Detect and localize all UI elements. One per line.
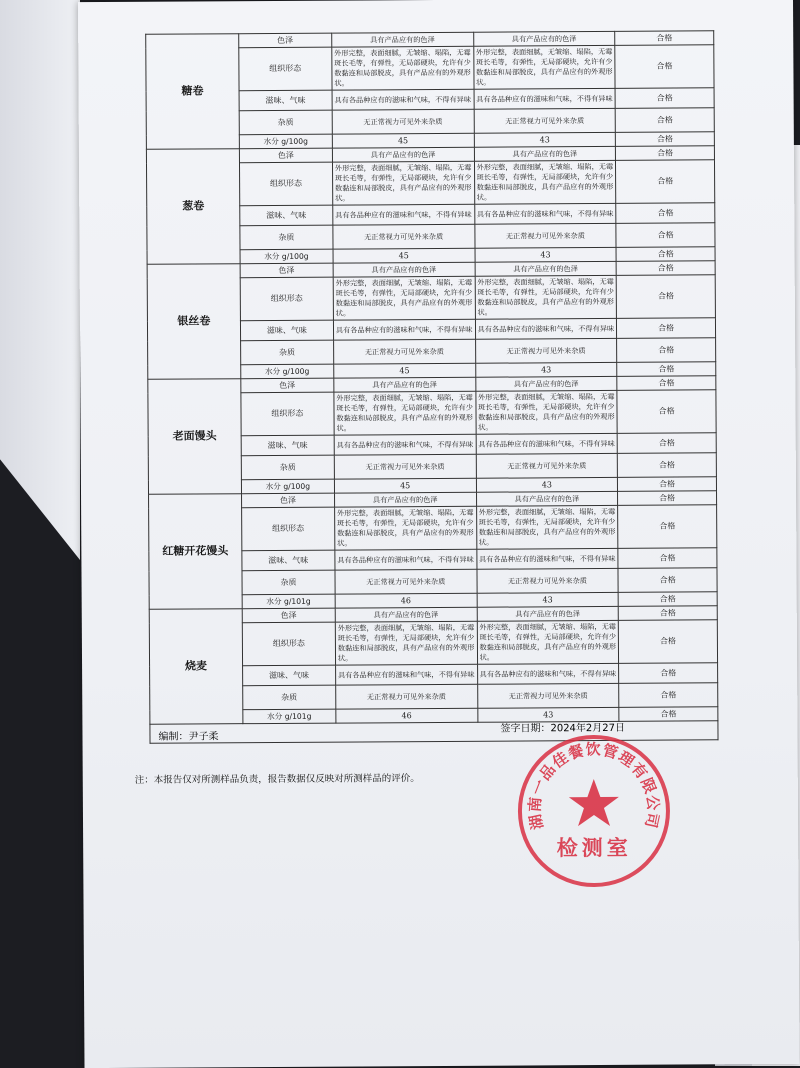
judgment-cell: 合格: [618, 548, 717, 569]
product-name: 糖卷: [146, 34, 240, 150]
result-cell: 外形完整，表面细腻，无皱缩、塌陷，无霉斑长毛等，有弹性，无局部硬块，允许有少数黏连和局部脱皮，具有产品应有的外观形状。: [477, 620, 619, 664]
result-cell: 外形完整，表面细腻，无皱缩、塌陷，无霉斑长毛等，有弹性，无局部硬块，允许有少数黏连和局部脱皮，具有产品应有的外观形状。: [475, 275, 617, 319]
result-cell: 43: [476, 477, 618, 492]
standard-cell: 45: [332, 133, 474, 148]
result-cell: 具有产品应有的色泽: [475, 261, 617, 276]
result-cell: 具有各品种应有的滋味和气味，不得有异味: [475, 318, 617, 339]
judgment-cell: 合格: [615, 88, 714, 109]
background-sheet-left: [0, 0, 80, 560]
standard-cell: 无正常视力可见外来杂质: [336, 684, 478, 709]
product-name: 葱卷: [146, 149, 240, 265]
item-cell: 杂质: [243, 685, 336, 710]
judgment-cell: 合格: [617, 390, 716, 434]
standard-cell: 具有产品应有的色泽: [333, 262, 475, 277]
standard-cell: 具有各品种应有的滋味和气味，不得有异味: [333, 319, 475, 340]
result-cell: 具有各品种应有的滋味和气味，不得有异味: [476, 433, 618, 454]
judgment-cell: 合格: [618, 568, 717, 593]
item-cell: 组织形态: [241, 392, 334, 436]
judgment-cell: 合格: [618, 453, 717, 478]
product-name: 老面馒头: [148, 379, 242, 495]
standard-cell: 具有产品应有的色泽: [334, 492, 476, 507]
judgment-cell: 合格: [619, 663, 718, 684]
item-cell: 组织形态: [242, 507, 335, 551]
judgment-cell: 合格: [618, 505, 717, 549]
result-cell: 具有各品种应有的滋味和气味，不得有异味: [474, 203, 616, 224]
standard-cell: 45: [334, 478, 476, 493]
judgment-cell: 合格: [618, 491, 717, 506]
standard-cell: 外形完整，表面细腻，无皱缩、塌陷，无霉斑长毛等，有弹性，无局部硬块，允许有少数黏连和局部脱皮，具有产品应有的外观形状。: [332, 161, 474, 205]
judgment-cell: 合格: [619, 707, 718, 722]
standard-cell: 具有产品应有的色泽: [332, 147, 474, 162]
editor-label: 编制：尹子柔: [158, 731, 219, 743]
result-cell: 无正常视力可见外来杂质: [474, 223, 616, 248]
svg-text:湖南一品佳餐饮管理有限公司: 湖南一品佳餐饮管理有限公司: [525, 740, 663, 832]
result-cell: 外形完整，表面细腻，无皱缩、塌陷，无霉斑长毛等，有弹性，无局部硬块，允许有少数黏连和局部脱皮，具有产品应有的外观形状。: [476, 505, 618, 549]
standard-cell: 具有产品应有的色泽: [332, 32, 474, 47]
judgment-cell: 合格: [616, 160, 715, 204]
item-cell: 滋味、气味: [240, 320, 333, 341]
judgment-cell: 合格: [617, 362, 716, 377]
result-cell: 具有产品应有的色泽: [474, 146, 616, 161]
result-cell: 具有各品种应有的滋味和气味，不得有异味: [477, 663, 619, 684]
judgment-cell: 合格: [619, 683, 718, 708]
result-cell: 具有产品应有的色泽: [477, 606, 619, 621]
item-cell: 水分 g/100g: [240, 249, 333, 264]
product-name: 红糖开花馒头: [149, 494, 243, 610]
item-cell: 色泽: [239, 33, 332, 48]
item-cell: 组织形态: [240, 277, 333, 321]
standard-cell: 无正常视力可见外来杂质: [335, 569, 477, 594]
standard-cell: 外形完整，表面细腻，无皱缩、塌陷，无霉斑长毛等，有弹性，无局部硬块，允许有少数黏连和局部脱皮，具有产品应有的外观形状。: [334, 391, 476, 435]
standard-cell: 具有各品种应有的滋味和气味，不得有异味: [332, 89, 474, 110]
result-cell: 无正常视力可见外来杂质: [474, 108, 616, 133]
judgment-cell: 合格: [617, 338, 716, 363]
item-cell: 杂质: [240, 225, 333, 250]
standard-cell: 46: [335, 593, 477, 608]
result-cell: 43: [477, 707, 619, 722]
item-cell: 杂质: [239, 110, 332, 135]
item-cell: 杂质: [241, 455, 334, 480]
judgment-cell: 合格: [615, 45, 714, 89]
standard-cell: 具有各品种应有的滋味和气味，不得有异味: [334, 434, 476, 455]
judgment-cell: 合格: [615, 31, 714, 46]
report-page: [78, 0, 799, 1068]
item-cell: 滋味、气味: [242, 550, 335, 571]
result-cell: 具有产品应有的色泽: [475, 376, 617, 391]
result-cell: 具有各品种应有的滋味和气味，不得有异味: [474, 88, 616, 109]
standard-cell: 46: [336, 708, 478, 723]
result-cell: 具有产品应有的色泽: [473, 31, 615, 46]
standard-cell: 无正常视力可见外来杂质: [333, 224, 475, 249]
standard-cell: 45: [333, 248, 475, 263]
standard-cell: 外形完整，表面细腻，无皱缩、塌陷，无霉斑长毛等，有弹性，无局部硬块，允许有少数黏连和局部脱皮，具有产品应有的外观形状。: [334, 506, 476, 550]
item-cell: 组织形态: [242, 622, 335, 666]
judgment-cell: 合格: [615, 108, 714, 133]
item-cell: 滋味、气味: [242, 665, 335, 686]
inspection-table: [145, 30, 718, 724]
judgment-cell: 合格: [618, 477, 717, 492]
standard-cell: 具有产品应有的色泽: [334, 377, 476, 392]
standard-cell: 外形完整，表面细腻，无皱缩、塌陷，无霉斑长毛等，有弹性，无局部硬块，允许有少数黏连和局部脱皮，具有产品应有的外观形状。: [333, 276, 475, 320]
standard-cell: 具有各品种应有的滋味和气味，不得有异味: [335, 664, 477, 685]
item-cell: 组织形态: [239, 47, 332, 91]
result-cell: 具有各品种应有的滋味和气味，不得有异味: [476, 548, 618, 569]
standard-cell: 无正常视力可见外来杂质: [333, 339, 475, 364]
result-cell: 43: [474, 132, 616, 147]
standard-cell: 具有各品种应有的滋味和气味，不得有异味: [333, 204, 475, 225]
star-icon: [569, 779, 619, 826]
standard-cell: 无正常视力可见外来杂质: [332, 109, 474, 134]
item-cell: 色泽: [241, 378, 334, 393]
judgment-cell: 合格: [619, 620, 718, 664]
judgment-cell: 合格: [616, 146, 715, 161]
judgment-cell: 合格: [616, 132, 715, 147]
item-cell: 色泽: [241, 493, 334, 508]
standard-cell: 具有产品应有的色泽: [335, 607, 477, 622]
standard-cell: 外形完整，表面细腻，无皱缩、塌陷，无霉斑长毛等，有弹性，无局部硬块，允许有少数黏连和局部脱皮，具有产品应有的外观形状。: [332, 46, 474, 90]
result-cell: 外形完整，表面细腻，无皱缩、塌陷，无霉斑长毛等，有弹性，无局部硬块，允许有少数黏连和局部脱皮，具有产品应有的外观形状。: [475, 390, 617, 434]
sign-date-label: 签字日期：2024年2月27日: [500, 722, 626, 735]
item-cell: 滋味、气味: [241, 435, 334, 456]
result-cell: 无正常视力可见外来杂质: [476, 453, 618, 478]
result-cell: 43: [477, 592, 619, 607]
judgment-cell: 合格: [617, 376, 716, 391]
result-cell: 43: [475, 247, 617, 262]
svg-text:检测室: 检测室: [556, 835, 632, 861]
item-cell: 水分 g/100g: [241, 364, 334, 379]
item-cell: 水分 g/101g: [242, 594, 335, 609]
item-cell: 组织形态: [239, 162, 332, 206]
result-cell: 外形完整，表面细腻，无皱缩、塌陷，无霉斑长毛等，有弹性，无局部硬块，允许有少数黏连和局部脱皮，具有产品应有的外观形状。: [474, 160, 616, 204]
item-cell: 杂质: [240, 340, 333, 365]
result-cell: 无正常视力可见外来杂质: [477, 683, 619, 708]
item-cell: 色泽: [242, 608, 335, 623]
report-note: 注：本报告仅对所测样品负责，报告数据仅反映对所测样品的评价。: [134, 773, 420, 786]
result-cell: 外形完整，表面细腻，无皱缩、塌陷，无霉斑长毛等，有弹性，无局部硬块，允许有少数黏连和局部脱皮，具有产品应有的外观形状。: [473, 45, 615, 89]
judgment-cell: 合格: [618, 592, 717, 607]
item-cell: 水分 g/100g: [241, 479, 334, 494]
judgment-cell: 合格: [617, 433, 716, 454]
judgment-cell: 合格: [616, 247, 715, 262]
result-cell: 无正常视力可见外来杂质: [477, 568, 619, 593]
item-cell: 滋味、气味: [240, 205, 333, 226]
result-cell: 具有产品应有的色泽: [476, 491, 618, 506]
standard-cell: 具有各品种应有的滋味和气味，不得有异味: [335, 549, 477, 570]
standard-cell: 无正常视力可见外来杂质: [334, 454, 476, 479]
item-cell: 水分 g/100g: [239, 134, 332, 149]
standard-cell: 外形完整，表面细腻，无皱缩、塌陷，无霉斑长毛等，有弹性，无局部硬块，允许有少数黏连和局部脱皮，具有产品应有的外观形状。: [335, 621, 477, 665]
judgment-cell: 合格: [616, 223, 715, 248]
product-name: 银丝卷: [147, 264, 241, 380]
judgment-cell: 合格: [616, 261, 715, 276]
judgment-cell: 合格: [616, 275, 715, 319]
judgment-cell: 合格: [616, 203, 715, 224]
judgment-cell: 合格: [617, 318, 716, 339]
item-cell: 杂质: [242, 570, 335, 595]
item-cell: 色泽: [239, 148, 332, 163]
result-cell: 43: [475, 362, 617, 377]
result-cell: 无正常视力可见外来杂质: [475, 338, 617, 363]
judgment-cell: 合格: [618, 606, 717, 621]
item-cell: 水分 g/101g: [243, 709, 336, 724]
item-cell: 滋味、气味: [239, 90, 332, 111]
item-cell: 色泽: [240, 263, 333, 278]
standard-cell: 45: [334, 363, 476, 378]
official-seal-stamp: [513, 731, 674, 892]
product-name: 烧麦: [149, 609, 243, 725]
